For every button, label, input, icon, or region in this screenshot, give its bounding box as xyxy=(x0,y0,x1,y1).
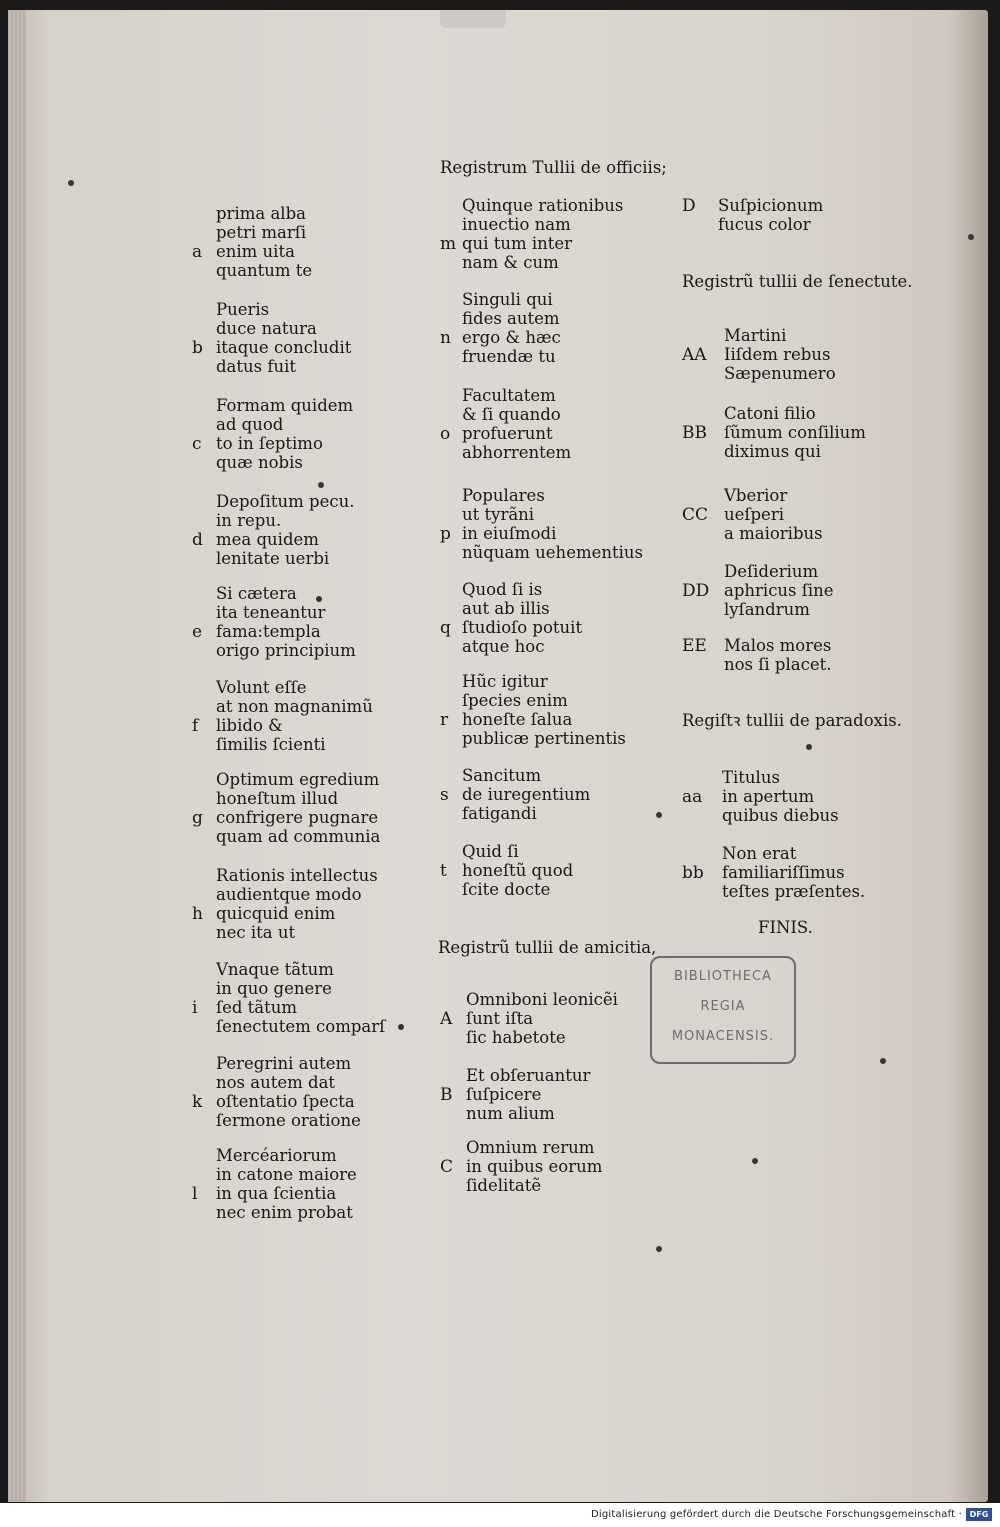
stamp-line-1: BIBLIOTHECA xyxy=(674,969,772,984)
page-stack-edge xyxy=(8,10,26,1502)
entry-incipit-line: Hũc igitur xyxy=(462,672,548,691)
entry-signature-letter: r xyxy=(440,710,449,730)
entry-incipit-line: Volunt eſſe xyxy=(216,678,307,697)
entry-signature-letter: k xyxy=(192,1092,203,1112)
entry-incipit-line: Quinque rationibus xyxy=(462,196,624,215)
entry-incipit-line: Pueris xyxy=(216,300,270,319)
entry-incipit-line: Populares xyxy=(462,486,545,505)
entry-signature-letter: h xyxy=(192,904,203,924)
entry-incipit-line: ſũmum conſilium xyxy=(724,423,866,442)
entry-signature-letter: BB xyxy=(682,423,707,443)
entry-incipit-line: Omnium rerum xyxy=(466,1138,595,1157)
entry-incipit-line: ſenectutem comparſ xyxy=(216,1017,386,1036)
entry-signature-letter: t xyxy=(440,861,447,881)
entry-incipit-line: petri marſi xyxy=(216,223,307,242)
entry-incipit-line: abhorrentem xyxy=(462,443,572,462)
entry-incipit-line: Depoſitum pecu. xyxy=(216,492,355,511)
entry-incipit-line: familiariſſimus xyxy=(722,863,845,882)
entry-incipit-line: Catoni filio xyxy=(724,404,816,423)
entry-incipit-line: fruendæ tu xyxy=(462,347,556,366)
entry-incipit-line: Optimum egredium xyxy=(216,770,380,789)
entry-signature-letter: a xyxy=(192,242,203,262)
entry-incipit-line: ſuſpicere xyxy=(466,1085,542,1104)
entry-signature-letter: c xyxy=(192,434,202,454)
entry-signature-letter: q xyxy=(440,618,451,638)
entry-incipit-line: ſidelitatẽ xyxy=(466,1176,542,1195)
ink-speck xyxy=(316,596,322,602)
entry-incipit-line: quam ad communia xyxy=(216,827,381,846)
entry-incipit-line: quæ nobis xyxy=(216,453,303,472)
entry-incipit-line: Rationis intellectus xyxy=(216,866,378,885)
entry-incipit-line: honeſtum illud xyxy=(216,789,339,808)
entry-incipit-line: ſermone oratione xyxy=(216,1111,361,1130)
entry-signature-letter: i xyxy=(192,998,198,1018)
ink-speck xyxy=(806,744,812,750)
entry-signature-letter: EE xyxy=(682,636,707,656)
entry-incipit-line: ueſperi xyxy=(724,505,784,524)
entry-incipit-line: ſed tãtum xyxy=(216,998,298,1017)
entry-signature-letter: f xyxy=(192,716,199,736)
ink-speck xyxy=(398,1024,404,1030)
entry-incipit-line: confrigere pugnare xyxy=(216,808,379,827)
entry-incipit-line: Facultatem xyxy=(462,386,556,405)
entry-incipit-line: ita teneantur xyxy=(216,603,326,622)
entry-signature-letter: p xyxy=(440,524,451,544)
ink-speck xyxy=(880,1058,886,1064)
entry-incipit-line: enim uita xyxy=(216,242,295,261)
entry-incipit-line: ſimilis ſcienti xyxy=(216,735,326,754)
entry-incipit-line: oſtentatio ſpecta xyxy=(216,1092,355,1111)
dfg-logo: DFG xyxy=(966,1508,992,1521)
entry-incipit-line: origo principium xyxy=(216,641,356,660)
stamp-line-3: MONACENSIS. xyxy=(671,1029,775,1044)
entry-incipit-line: in qua ſcientia xyxy=(216,1184,337,1203)
entry-incipit-line: lenitate uerbi xyxy=(216,549,330,568)
entry-incipit-line: a maioribus xyxy=(724,524,823,543)
entry-incipit-line: libido & xyxy=(216,716,283,735)
entry-incipit-line: prima alba xyxy=(216,204,306,223)
heading-officiis: Registrum Tullii de officiis; xyxy=(440,158,667,177)
entry-incipit-line: Peregrini autem xyxy=(216,1054,352,1073)
entry-incipit-line: honeſte ſalua xyxy=(462,710,573,729)
entry-incipit-line: nam & cum xyxy=(462,253,559,272)
entry-incipit-line: de iuregentium xyxy=(462,785,591,804)
entry-signature-letter: m xyxy=(440,234,457,254)
stamp-line-2: REGIA xyxy=(700,999,746,1014)
entry-incipit-line: in quo genere xyxy=(216,979,332,998)
entry-incipit-line: in quibus eorum xyxy=(466,1157,603,1176)
entry-incipit-line: qui tum inter xyxy=(462,234,573,253)
entry-incipit-line: nũquam uehementius xyxy=(462,543,643,562)
ink-speck xyxy=(752,1158,758,1164)
heading-senectute: Registrũ tullii de ſenectute. xyxy=(682,272,913,291)
entry-incipit-line: aut ab illis xyxy=(462,599,550,618)
footer-bar xyxy=(0,1503,1000,1527)
entry-incipit-line: nos ſi placet. xyxy=(724,655,832,674)
entry-incipit-line: Vberior xyxy=(724,486,788,505)
entry-incipit-line: quicquid enim xyxy=(216,904,336,923)
entry-incipit-line: ad quod xyxy=(216,415,284,434)
entry-incipit-line: to in ſeptimo xyxy=(216,434,323,453)
entry-incipit-line: profuerunt xyxy=(462,424,553,443)
entry-incipit-line: Formam quidem xyxy=(216,396,354,415)
entry-incipit-line: ſcite docte xyxy=(462,880,551,899)
entry-incipit-line: Deſiderium xyxy=(724,562,819,581)
entry-incipit-line: nec enim probat xyxy=(216,1203,353,1222)
entry-incipit-line: ſtudioſo potuit xyxy=(462,618,583,637)
entry-incipit-line: ſpecies enim xyxy=(462,691,568,710)
entry-incipit-line: Quid ſi xyxy=(462,842,519,861)
entry-signature-letter: C xyxy=(440,1157,454,1177)
entry-signature-letter: A xyxy=(440,1009,453,1029)
entry-incipit-line: honeſtũ quod xyxy=(462,861,574,880)
heading-paradoxis: Regiſtꝛ tullii de paradoxis. xyxy=(682,711,902,730)
entry-incipit-line: Singuli qui xyxy=(462,290,553,309)
entry-incipit-line: Vnaque tãtum xyxy=(216,960,334,979)
entry-incipit-line: Et obſeruantur xyxy=(466,1066,591,1085)
heading-amicitia: Registrũ tullii de amicitia, xyxy=(438,938,657,957)
entry-incipit-line: in repu. xyxy=(216,511,282,530)
entry-incipit-line: Titulus xyxy=(722,768,780,787)
finis-label: FINIS. xyxy=(758,918,813,937)
entry-signature-letter: bb xyxy=(682,863,704,883)
ink-speck xyxy=(68,180,74,186)
entry-incipit-line: num alium xyxy=(466,1104,555,1123)
entry-incipit-line: in catone maiore xyxy=(216,1165,357,1184)
entry-incipit-line: nos autem dat xyxy=(216,1073,336,1092)
entry-incipit-line: quantum te xyxy=(216,261,313,280)
entry-incipit-line: Suſpicionum xyxy=(718,196,824,215)
entry-incipit-line: ergo & hæc xyxy=(462,328,561,347)
entry-signature-letter: D xyxy=(682,196,696,216)
entry-signature-letter: AA xyxy=(682,345,707,365)
entry-incipit-line: in apertum xyxy=(722,787,815,806)
entry-signature-letter: b xyxy=(192,338,203,358)
entry-incipit-line: duce natura xyxy=(216,319,317,338)
entry-incipit-line: datus fuit xyxy=(216,357,297,376)
entry-incipit-line: in eiuſmodi xyxy=(462,524,557,543)
entry-incipit-line: fama:templa xyxy=(216,622,321,641)
entry-incipit-line: ſunt iſta xyxy=(466,1009,534,1028)
entry-incipit-line: fides autem xyxy=(462,309,560,328)
entry-incipit-line: Omniboni leonicẽi xyxy=(466,990,618,1009)
entry-incipit-line: Iiſdem rebus xyxy=(724,345,831,364)
entry-incipit-line: ſic habetote xyxy=(466,1028,566,1047)
entry-incipit-line: mea quidem xyxy=(216,530,319,549)
ink-speck xyxy=(968,234,974,240)
entry-incipit-line: at non magnanimũ xyxy=(216,697,373,716)
entry-incipit-line: & ſi quando xyxy=(462,405,561,424)
entry-incipit-line: Non erat xyxy=(722,844,797,863)
entry-incipit-line: lyſandrum xyxy=(724,600,810,619)
entry-signature-letter: o xyxy=(440,424,451,444)
entry-incipit-line: ut tyrãni xyxy=(462,505,535,524)
entry-signature-letter: l xyxy=(192,1184,198,1204)
entry-signature-letter: g xyxy=(192,808,203,828)
entry-signature-letter: DD xyxy=(682,581,710,601)
entry-incipit-line: atque hoc xyxy=(462,637,545,656)
footer-credit: Digitalisierung gefördert durch die Deutsche Forschungsgemeinschaft · xyxy=(591,1509,962,1520)
ink-speck xyxy=(656,1246,662,1252)
entry-incipit-line: teſtes præſentes. xyxy=(722,882,866,901)
entry-incipit-line: Sæpenumero xyxy=(724,364,836,383)
ink-speck xyxy=(656,812,662,818)
entry-incipit-line: quibus diebus xyxy=(722,806,839,825)
entry-incipit-line: Si cætera xyxy=(216,584,297,603)
ink-speck xyxy=(318,482,324,488)
entry-signature-letter: aa xyxy=(682,787,703,807)
entry-incipit-line: publicæ pertinentis xyxy=(462,729,626,748)
entry-incipit-line: Martini xyxy=(724,326,787,345)
entry-signature-letter: n xyxy=(440,328,451,348)
entry-incipit-line: diximus qui xyxy=(724,442,821,461)
entry-incipit-line: Malos mores xyxy=(724,636,832,655)
entry-signature-letter: d xyxy=(192,530,203,550)
entry-incipit-line: inuectio nam xyxy=(462,215,571,234)
entry-incipit-line: aphricus ſine xyxy=(724,581,834,600)
entry-signature-letter: B xyxy=(440,1085,453,1105)
entry-signature-letter: s xyxy=(440,785,449,805)
entry-incipit-line: Quod ſi is xyxy=(462,580,543,599)
entry-incipit-line: itaque concludit xyxy=(216,338,352,357)
entry-incipit-line: audientque modo xyxy=(216,885,362,904)
library-stamp xyxy=(650,956,796,1064)
page-clip xyxy=(440,10,506,28)
entry-incipit-line: fatigandi xyxy=(462,804,537,823)
entry-incipit-line: Sancitum xyxy=(462,766,542,785)
entry-incipit-line: nec ita ut xyxy=(216,923,296,942)
entry-signature-letter: e xyxy=(192,622,203,642)
entry-signature-letter: CC xyxy=(682,505,709,525)
entry-incipit-line: fucus color xyxy=(718,215,811,234)
entry-incipit-line: Mercéariorum xyxy=(216,1146,337,1165)
